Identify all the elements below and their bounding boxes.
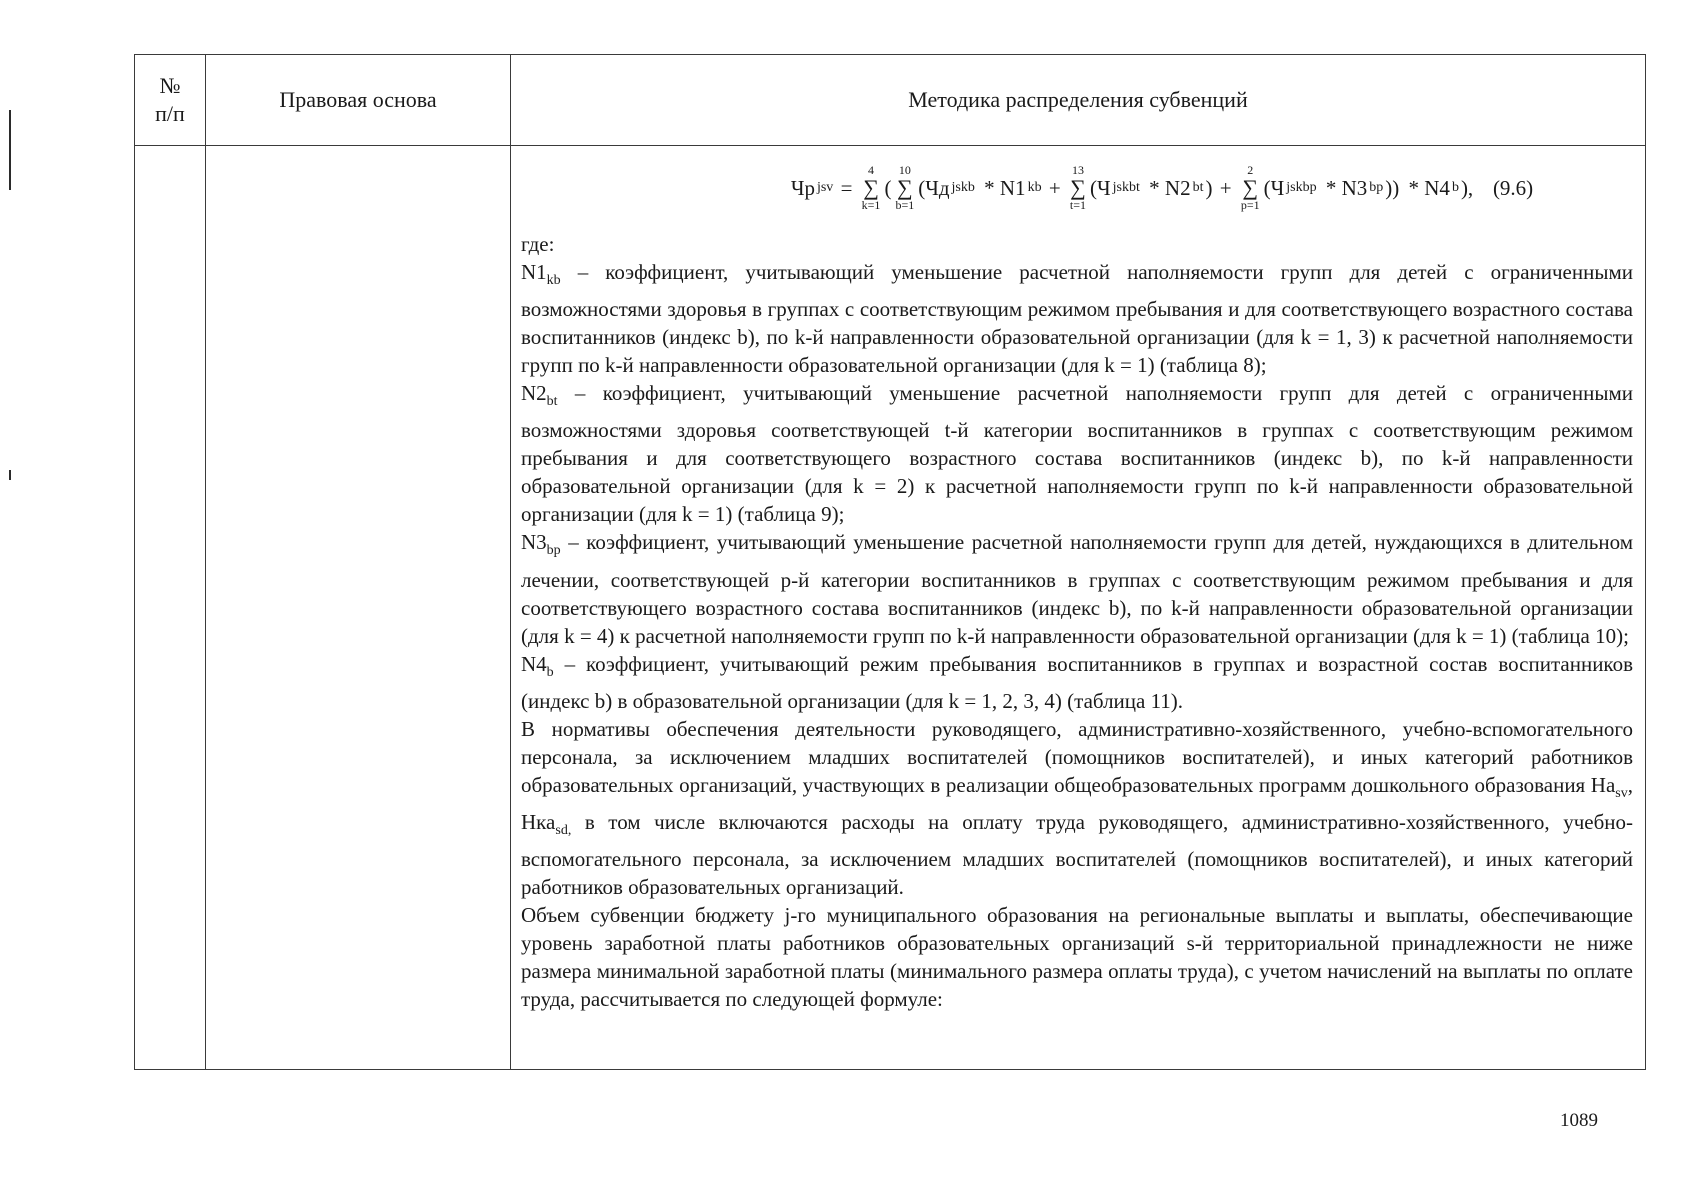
formula-term2-coef-sub: bt [1192, 180, 1204, 195]
volume-paragraph: Объем субвенции бюджету j-го муниципального образования на региональные выплаты и выплаты, обеспечивающие уровень заработной платы работников образовательных организаций s-й территориальной принадлежности не ниже размера минимальной заработной платы (минимального размера оплаты труда), с учетом начислений на выплаты по оплате труда, рассчитывается по следующей формуле: [521, 903, 1633, 1012]
header-legal-basis: Правовая основа [206, 55, 511, 146]
norms-sub-2: sd, [555, 823, 572, 839]
sum-t-lower: t=1 [1069, 198, 1087, 212]
formula-term2-coef: * N2 [1149, 175, 1191, 200]
formula-tail: * N4 [1408, 175, 1450, 200]
formula-lhs-sub: jsv [816, 180, 834, 195]
table-row [135, 146, 1646, 1070]
distribution-table [134, 54, 1646, 1070]
definition-text: – коэффициент, учитывающий уменьшение расчетной наполняемости групп для детей с ограниченными возможностями здоровья соответствующей t-й категории воспитанников в группах с соответствующим режимом пребывания и для соответствующего возрастного состава воспитанников (индекс b), по k-й направленности образовательной организации (для k = 2) к расчетной наполняемости групп по k-й направленности образовательной организации (для k = 1) (таблица 9); [521, 381, 1633, 527]
definition-text: – коэффициент, учитывающий уменьшение расчетной наполняемости групп для детей с ограниченными возможностями здоровья в группах с соответствующим режимом пребывания и для соответствующего возрастного состава воспитанников (индекс b), по k-й направленности образовательной организации (для k = 1, 3) к расчетной наполняемости групп по k-й направленности образовательной организации (для k = 1) (таблица 8); [521, 260, 1633, 378]
definition-text: – коэффициент, учитывающий уменьшение расчетной наполняемости групп для детей, нуждающихся в длительном лечении, соответствующей p-й категории воспитанников в группах с соответствующим режимом пребывания и для соответствующего возрастного состава воспитанников (индекс b), по k-й направленности образовательной организации (для k = 4) к расчетной наполняемости групп по k-й направленности образовательной организации (для k = 1) (таблица 10); [521, 530, 1633, 648]
sigma-symbol: ∑ [896, 175, 913, 200]
definition-symbol: N1 [521, 260, 547, 284]
paren-close: ), [1460, 175, 1474, 200]
sum-over-t [1070, 164, 1086, 212]
definition-symbol: N3 [521, 530, 547, 555]
definition-symbol-sub: bt [546, 394, 558, 410]
sigma-symbol: ∑ [863, 175, 879, 200]
formula-term3-coef-sub: bp [1369, 180, 1384, 195]
formula-equals: = [835, 175, 858, 200]
formula-term2: (Ч [1090, 175, 1111, 200]
scan-margin-mark-bottom [9, 470, 11, 480]
definition-n3 [521, 528, 1633, 649]
sigma-symbol: ∑ [1242, 175, 1259, 200]
formula-space [977, 178, 982, 199]
definition-symbol-sub: bp [546, 543, 561, 559]
paren-close: ) [1205, 175, 1213, 200]
header-number: № п/п [135, 55, 206, 146]
sum-k-lower: k=1 [861, 198, 881, 212]
norms-sub-1: sv [1615, 785, 1628, 801]
sigma-symbol: ∑ [1070, 175, 1086, 200]
sum-over-k [862, 164, 881, 212]
formula-term3-coef: * N3 [1325, 175, 1368, 200]
cell-number [135, 146, 206, 1070]
formula-gap [1475, 178, 1491, 199]
formula-9-6 [521, 154, 1633, 230]
definition-symbol-sub: kb [546, 273, 561, 289]
norms-text-3: в том числе включаются расходы на оплату труда руководящего, административно-хозяйственного, учебно-вспомогательного персонала, за исключением младших воспитателей (помощников воспитателей), и иных категорий работников образовательных организаций. [521, 809, 1633, 900]
formula-space [1319, 178, 1324, 199]
sum-p-upper: 2 [1247, 163, 1254, 177]
page-number: 1089 [1560, 1110, 1598, 1131]
table-header-row [135, 55, 1646, 146]
definition-n2 [521, 379, 1633, 528]
definition-n1 [521, 258, 1633, 379]
paren-close: )) [1385, 175, 1400, 200]
definition-text: – коэффициент, учитывающий режим пребывания воспитанников в группах и возрастной состав воспитанников (индекс b) в образовательной организации (для k = 1, 2, 3, 4) (таблица 11). [521, 651, 1633, 713]
sum-b-lower: b=1 [895, 198, 915, 212]
sum-over-p [1241, 164, 1260, 212]
norms-text-1: В нормативы обеспечения деятельности руководящего, административно-хозяйственного, учебно-вспомогательного персонала, за исключением младших воспитателей (помощников воспитателей), и иных категорий работников образовательных организаций, участвующих в реализации общеобразовательных программ дошкольного образования На [521, 716, 1633, 797]
definition-symbol-sub: b [546, 664, 554, 680]
formula-plus: + [1043, 175, 1066, 200]
cell-method [511, 146, 1646, 1070]
definition-symbol: N2 [521, 381, 547, 406]
formula-number: (9.6) [1492, 175, 1534, 200]
definition-symbol: N4 [521, 651, 547, 676]
norms-paragraph [521, 715, 1633, 901]
formula-space [1401, 178, 1406, 199]
formula-term1-coef-sub: kb [1027, 180, 1042, 195]
scan-margin-mark-top [9, 110, 11, 190]
norms-text-2: , Нка [521, 772, 1633, 834]
sum-k-upper: 4 [868, 163, 875, 177]
formula-term3-sub: jskbp [1286, 180, 1317, 195]
header-method: Методика распределения субвенций [511, 55, 1646, 146]
formula-tail-sub: b [1451, 180, 1459, 195]
formula-term1-sub: jskb [951, 180, 975, 195]
sum-over-b [895, 164, 914, 212]
where-label: где: [521, 232, 555, 256]
formula-plus: + [1214, 175, 1237, 200]
sum-p-lower: p=1 [1240, 198, 1260, 212]
cell-legal-basis [206, 146, 511, 1070]
formula-term1-coef: * N1 [984, 175, 1026, 200]
formula-term1: (Чд [918, 175, 950, 200]
formula-lhs: Чр [790, 175, 815, 200]
definition-n4 [521, 650, 1633, 715]
formula-term2-sub: jskbt [1112, 180, 1140, 195]
sum-b-upper: 10 [898, 163, 911, 177]
formula-space [1142, 178, 1147, 199]
sum-t-upper: 13 [1071, 163, 1084, 177]
formula-term3: (Ч [1263, 175, 1285, 200]
paren-open: ( [884, 175, 892, 200]
